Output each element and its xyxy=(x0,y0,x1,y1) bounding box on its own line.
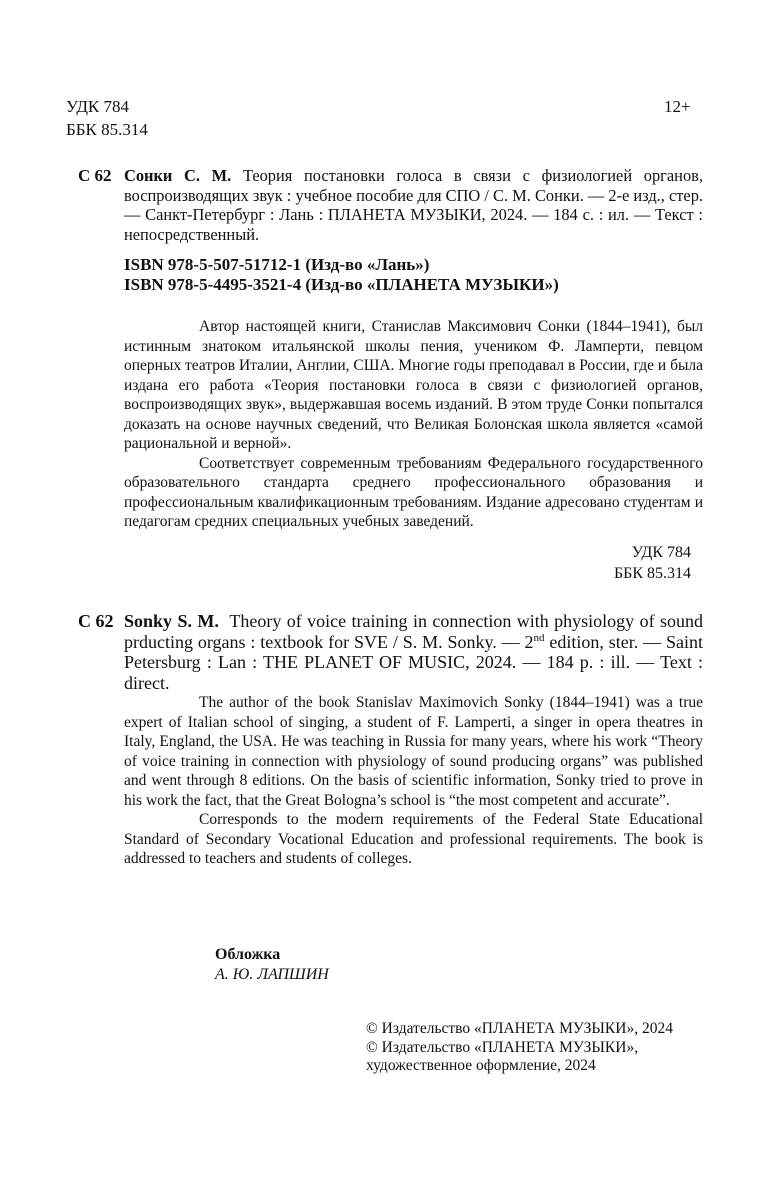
cover-credit-name: А. Ю. ЛАПШИН xyxy=(215,966,329,983)
cover-credit-title: Обложка xyxy=(215,946,281,963)
ru-record-text: Теория постановки голоса в связи с физиологией органов, воспроизводящих звук : учебное пособие для СПО / С. М. Сонки. — 2-е изд., стер. — Санкт-Петербург : Лань : ПЛАНЕТА МУЗЫКИ, 2024. — 184 с. : ил. — Текст : непосредственный. xyxy=(124,166,703,244)
copyright-line-2: © Издательство «ПЛАНЕТА МУЗЫКИ», xyxy=(366,1038,639,1056)
ru-record-code: С 62 xyxy=(78,166,112,185)
copyright-block xyxy=(366,1020,673,1076)
en-abstract-paragraph-1: The author of the book Stanislav Maximovich Sonky (1844–1941) was a true expert of Italian school of singing, a student of F. Lamperti, a singer in opera theatres in Italy, England, the USA. He was teaching in Russia for many years, where his work “Theory of voice training in connection with physiology of sound producing organs” was published and went through 8 editions. On the basis of scientific information, Sonky tried to prove in his work the fact, that the Great Bologna’s school is “the most competent and accurate”. xyxy=(124,694,703,809)
en-abstract-paragraph-2: Corresponds to the modern requirements of the Federal State Educational Standard of Secondary Vocational Education and professional requirements. The book is addressed to teachers and students of colleges. xyxy=(124,811,703,867)
en-record-code: С 62 xyxy=(78,611,114,631)
en-record-author: Sonky S. M. xyxy=(124,611,219,631)
ru-abstract-paragraph-1: Автор настоящей книги, Станислав Максимович Сонки (1844–1941), был истинным знатоком итальянской школы пения, учеником Ф. Ламперти, певцом оперных театров Италии, Англии, США. Многие годы преподавал в России, где и была издана его работа «Теория постановки голоса в связи с физиологией органов, воспроизводящих звук», выдержавшая восемь изданий. В этом труде Сонки попытался доказать на основе научных сведений, что Великая Болонская школа является «самой рациональной и верной». xyxy=(124,318,703,452)
ru-record-author: Сонки С. М. xyxy=(124,166,232,185)
isbn-planeta: ISBN 978-5-4495-3521-4 (Изд-во «ПЛАНЕТА МУЗЫКИ») xyxy=(124,275,559,294)
copyright-line-1: © Издательство «ПЛАНЕТА МУЗЫКИ», 2024 xyxy=(366,1020,673,1037)
en-record-superscript: nd xyxy=(533,631,545,644)
en-record-text-a: Theory of voice training in connection with physiology of sound prducting organs : textbook for SVE / S. M. Sonky. — 2 xyxy=(124,611,703,652)
classification-header xyxy=(66,95,148,141)
isbn-lan: ISBN 978-5-507-51712-1 (Изд-во «Лань») xyxy=(124,255,430,274)
age-rating: 12+ xyxy=(664,97,691,116)
copyright-line-3: художественное оформление, 2024 xyxy=(366,1057,596,1074)
en-record-description xyxy=(124,611,703,693)
udk-code-repeat: УДК 784 xyxy=(631,544,691,561)
bbk-code: ББК 85.314 xyxy=(66,120,148,139)
en-abstract xyxy=(124,693,703,869)
bbk-code-repeat: ББК 85.314 xyxy=(613,565,691,582)
ru-abstract-paragraph-2: Соответствует современным требованиям Федерального государственного образовательного стандарта среднего профессионального образования и профессиональным квалификационным требованиям. Издание адресовано студентам и педагогам средних специальных учебных заведений. xyxy=(124,454,703,530)
en-record-text-b: edition, ster. — Saint Petersburg : Lan : THE PLANET OF MUSIC, 2024. — 184 p. : ill. — Text : direct. xyxy=(124,631,703,693)
classification-repeat xyxy=(614,542,691,584)
cover-credit xyxy=(215,945,329,985)
udk-code: УДК 784 xyxy=(66,97,130,116)
ru-abstract xyxy=(124,317,703,532)
ru-record-description xyxy=(124,166,703,244)
